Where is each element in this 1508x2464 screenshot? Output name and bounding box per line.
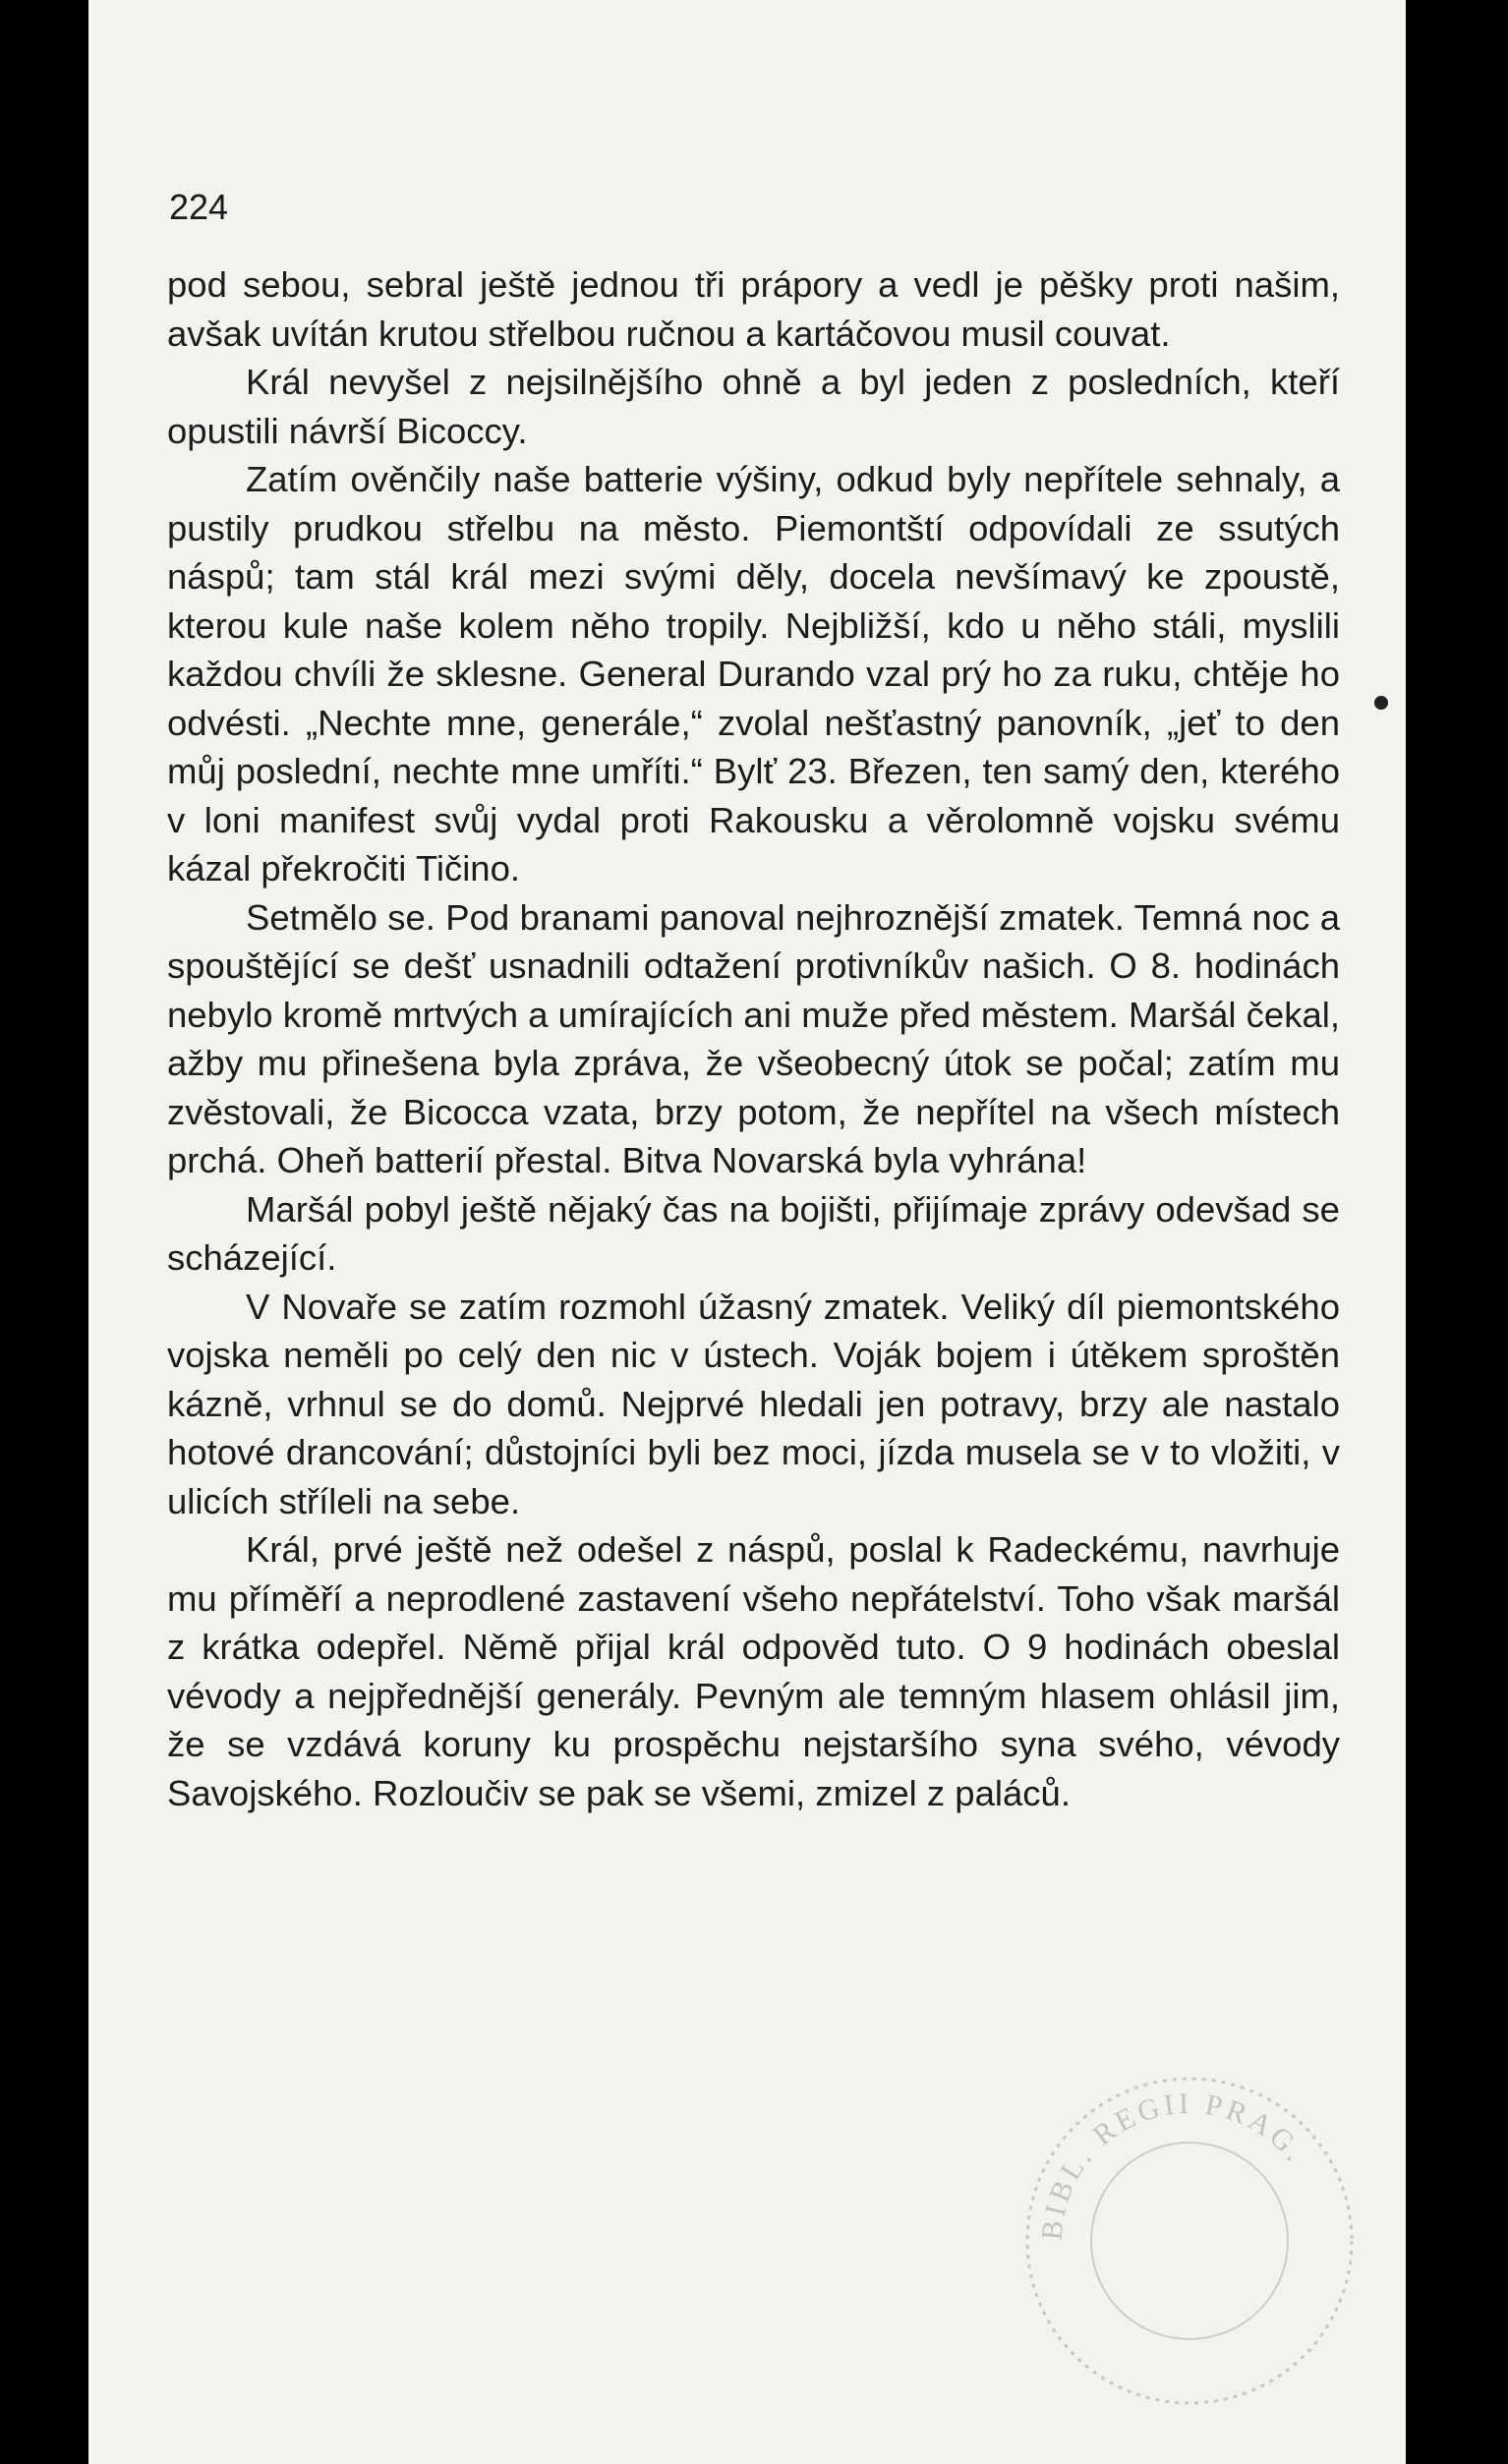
paragraph: V Novaře se zatím rozmohl úžasný zmatek. Veliký díl piemontského vojska neměli po celý den nic v ústech. Voják bojem i útěkem sproštěn kázně, vrhnul se do domů. Nejprvé hledali jen potravy, brzy ale nastalo hotové drancování; důstojníci byli bez moci, jízda musela se v to vložiti, v ulicích stříleli na sebe. xyxy=(167,1286,1340,1521)
ink-dot xyxy=(1374,696,1388,710)
page-number: 224 xyxy=(169,187,229,227)
paragraph: pod sebou, sebral ještě jednou tři prápory a vedl je pěšky proti našim, avšak uvítán krutou střelbou ručnou a kartáčovou musil couvat. xyxy=(167,264,1340,354)
library-stamp xyxy=(1013,2064,1366,2418)
stamp-outer-ring xyxy=(1027,2079,1352,2403)
stamp-text: BIBL. REGII PRAG. xyxy=(1035,2087,1313,2242)
paragraph: Setmělo se. Pod branami panoval nejhroznější zmatek. Temná noc a spouštějící se dešť usnadnili odtažení protivníkův našich. O 8. hodinách nebylo kromě mrtvých a umírajících ani muže před městem. Maršál čekal, ažby mu přinešena byla zpráva, že všeobecný útok se počal; zatím mu zvěstovali, že Bicocca vzata, brzy potom, že nepřítel na všech místech prchá. Oheň batterií přestal. Bitva Novarská byla vyhrána! xyxy=(167,896,1340,1180)
book-page xyxy=(88,0,1406,2464)
paragraph: Zatím ověnčily naše batterie výšiny, odkud byly nepřítele sehnaly, a pustily prudkou střelbu na město. Piemontští odpovídali ze ssutých náspů; tam stál král mezi svými děly, docela nevšímavý ke zpoustě, kterou kule naše kolem něho tropily. Nejbližší, kdo u něho stáli, myslili každou chvíli že sklesne. General Durando vzal prý ho za ruku, chtěje ho odvésti. „Nechte mne, generále,“ zvolal nešťastný panovník, „jeť to den můj poslední, nechte mne umříti.“ Bylť 23. Březen, ten samý den, kterého v loni manifest svůj vydal proti Rakousku a věrolomně vojsku svému kázal překročiti Tičino. xyxy=(167,459,1340,888)
paragraph: Maršál pobyl ještě nějaký čas na bojišti, přijímaje zprávy odevšad se scházející. xyxy=(167,1188,1340,1278)
body-text xyxy=(167,260,1340,1817)
paragraph: Král nevyšel z nejsilnějšího ohně a byl jeden z posledních, kteří opustili návrší Bicoccy. xyxy=(167,362,1340,451)
paragraph: Král, prvé ještě než odešel z náspů, poslal k Radeckému, navrhuje mu příměří a neprodlené zastavení všeho nepřátelství. Toho však maršál z krátka odepřel. Němě přijal král odpověd tuto. O 9 hodinách obeslal vévody a nejpřednější generály. Pevným ale temným hlasem ohlásil jim, že se vzdává koruny ku prospěchu nejstaršího syna svého, vévody Savojského. Rozloučiv se pak se všemi, zmizel z paláců. xyxy=(167,1529,1340,1813)
stamp-inner-ring xyxy=(1091,2143,1288,2339)
